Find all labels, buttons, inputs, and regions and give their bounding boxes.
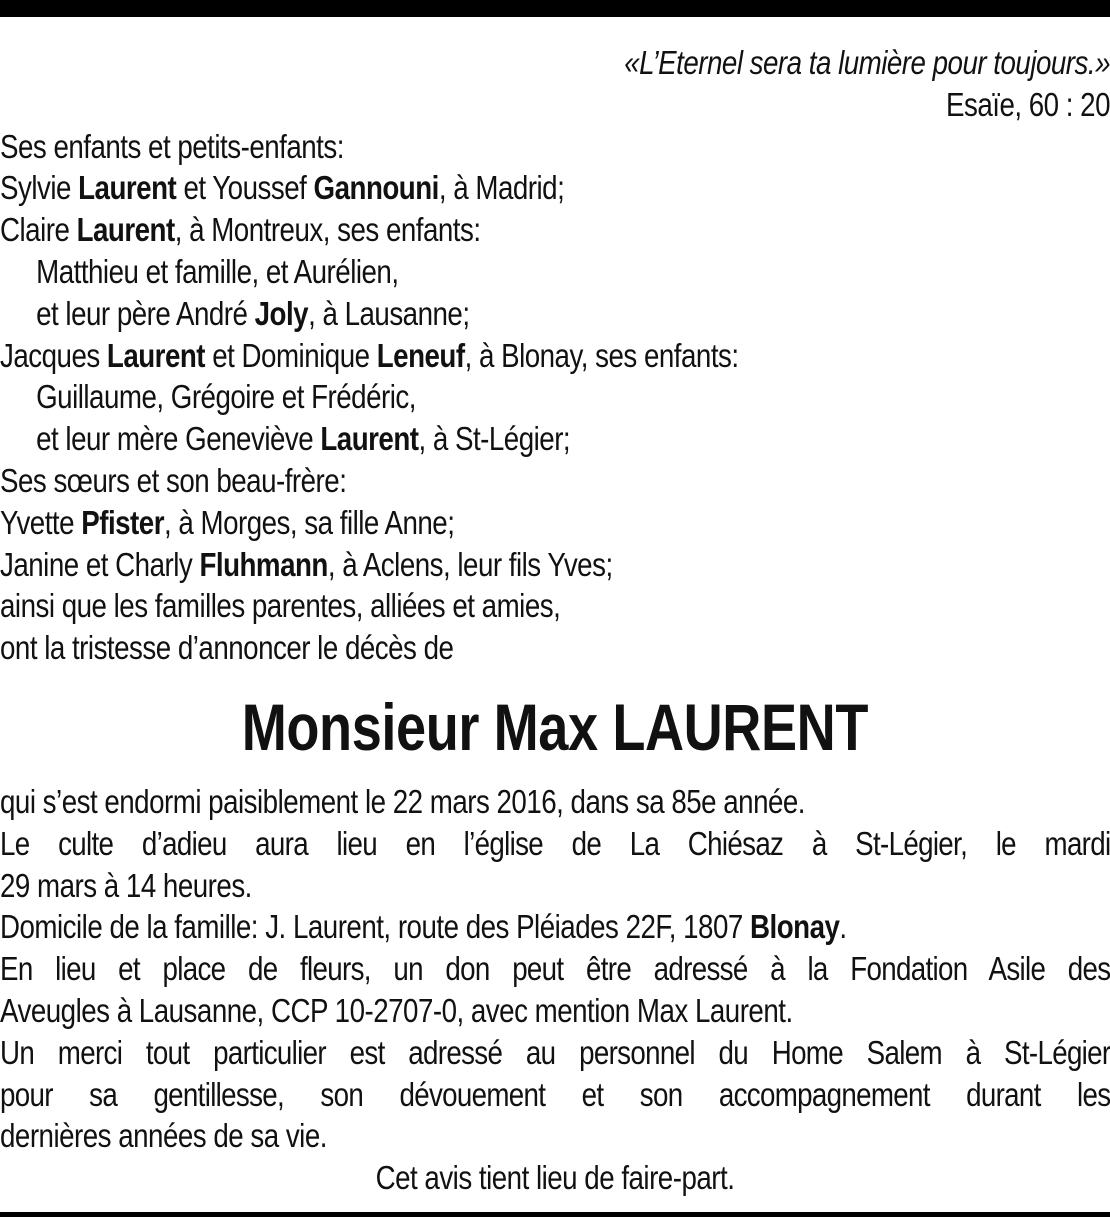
epigraph-reference: Esaïe, 60 : 20 [945,85,1110,123]
family-line: Matthieu et famille, et Aurélien, [36,252,399,290]
detail-line-justified: Le culte d’adieu aura lieu en l’église de La Chiésaz à St-Légier, le mardi [0,824,1110,862]
family-line: Claire Laurent, à Montreux, ses enfants: [0,211,481,249]
obituary-notice [0,42,1110,1199]
detail-line: Aveugles à Lausanne, CCP 10-2707-0, avec mention Max Laurent. [0,991,793,1029]
closing-note: Cet avis tient lieu de faire-part. [375,1159,735,1197]
detail-line: Domicile de la famille: J. Laurent, route des Pléiades 22F, 1807 Blonay. [0,908,847,946]
detail-line-justified: Un merci tout particulier est adressé au personnel du Home Salem à St-Légier [0,1033,1110,1071]
deceased-name-block [0,669,1110,781]
family-line: Jacques Laurent et Dominique Leneuf, à Blonay, ses enfants: [0,336,739,374]
family-line: Janine et Charly Fluhmann, à Aclens, leur fils Yves; [0,545,613,583]
detail-line: 29 mars à 14 heures. [0,866,252,904]
bottom-rule [0,1212,1110,1217]
family-line: ainsi que les familles parentes, alliées et amies, [0,587,561,625]
top-rule [0,0,1110,17]
detail-line-justified: En lieu et place de fleurs, un don peut être adressé à la Fondation Asile des [0,950,1110,988]
detail-line: dernières années de sa vie. [0,1117,327,1155]
detail-line: qui s’est endormi paisiblement le 22 mars 2016, dans sa 85e année. [0,782,806,820]
detail-line-justified: pour sa gentillesse, son dévouement et son accompagnement durant les [0,1075,1110,1113]
family-line: et leur mère Geneviève Laurent, à St-Légier; [36,420,571,458]
announcement-line: ont la tristesse d’annoncer le décès de [0,629,454,667]
family-line: Guillaume, Grégoire et Frédéric, [36,378,416,416]
deceased-name: Monsieur Max LAURENT [241,689,869,764]
family-intro-children: Ses enfants et petits-enfants: [0,127,344,165]
family-line: Sylvie Laurent et Youssef Gannouni, à Madrid; [0,169,565,207]
family-line: et leur père André Joly, à Lausanne; [36,294,470,332]
epigraph-quote: «L’Eternel sera ta lumière pour toujours.» [624,44,1110,81]
family-line: Yvette Pfister, à Morges, sa fille Anne; [0,503,455,541]
family-intro-sisters: Ses sœurs et son beau-frère: [0,461,347,499]
